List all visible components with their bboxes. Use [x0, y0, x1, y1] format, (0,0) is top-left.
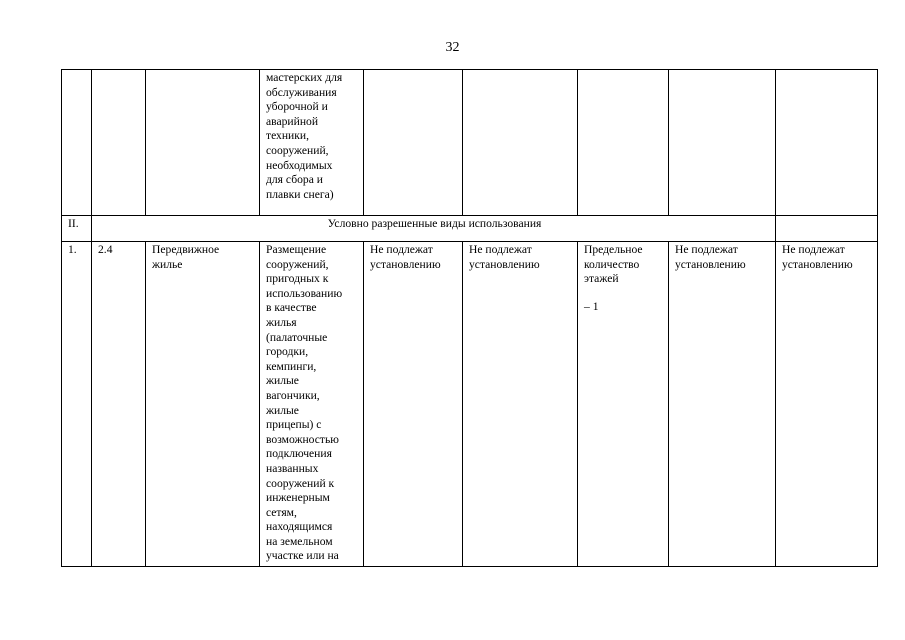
cell-empty [364, 70, 463, 216]
item-col9 [776, 242, 878, 567]
description-line: сетям, [266, 505, 297, 519]
description-line: названных [266, 461, 319, 475]
col7-line: этажей [584, 272, 619, 286]
col7-line: Предельное [584, 243, 643, 256]
col8-line: установлению [675, 257, 746, 271]
description-line: техники, [266, 129, 310, 143]
cell-description [260, 70, 364, 216]
description-line: жилые [266, 403, 299, 417]
description-line: аварийной [266, 114, 319, 128]
description-line: на земельном [266, 534, 333, 548]
item-name [146, 242, 260, 567]
section-row [62, 216, 878, 242]
description-line: городки, [266, 345, 309, 359]
description-line: уборочной и [266, 100, 328, 114]
cell-empty [669, 70, 776, 216]
item-description [260, 242, 364, 567]
cell-empty [463, 70, 578, 216]
cell-empty [776, 70, 878, 216]
col9-line: Не подлежат [782, 243, 845, 256]
description-line: в качестве [266, 301, 317, 315]
description-line: для сбора и [266, 173, 323, 187]
table-row-item [62, 242, 878, 567]
description-line: жилые [266, 374, 299, 388]
col8-line: Не подлежат [675, 243, 738, 256]
description-line: пригодных к [266, 272, 329, 286]
section-title: Условно разрешенные виды использования [92, 216, 776, 242]
col5-line: Не подлежат [370, 243, 433, 256]
col6-line: установлению [469, 257, 540, 271]
cell-empty [776, 216, 878, 242]
col7-value: – 1 [584, 299, 599, 313]
description-line: инженерным [266, 491, 330, 505]
description-line: необходимых [266, 158, 333, 172]
description-line: сооружений, [266, 257, 329, 271]
description-line: мастерских для [266, 71, 343, 84]
item-col7 [578, 242, 669, 567]
col5-line: установлению [370, 257, 441, 271]
cell-code [92, 70, 146, 216]
description-line: находящимся [266, 520, 333, 534]
description-line: жилья [266, 315, 297, 329]
section-number: II. [62, 216, 92, 242]
item-col5 [364, 242, 463, 567]
cell-empty [578, 70, 669, 216]
description-line: (палаточные [266, 330, 328, 344]
table-row-continued [62, 70, 878, 216]
item-col8 [669, 242, 776, 567]
cell-name [146, 70, 260, 216]
description-line: сооружений к [266, 476, 335, 490]
description-line: участке или на [266, 549, 339, 563]
description-line: прицепы) с [266, 418, 322, 432]
description-line: обслуживания [266, 85, 337, 99]
description-line: кемпинги, [266, 359, 317, 373]
col7-line: количество [584, 257, 640, 271]
description-line: плавки снега) [266, 187, 334, 201]
description-line: вагончики, [266, 388, 320, 402]
item-col6 [463, 242, 578, 567]
name-line: Передвижное [152, 243, 220, 256]
description-line: использованию [266, 286, 343, 300]
description-line: сооружений, [266, 143, 329, 157]
col9-line: установлению [782, 257, 853, 271]
name-line: жилье [152, 257, 183, 271]
description-line: возможностью [266, 432, 339, 446]
item-number: 1. [62, 242, 92, 567]
cell-number [62, 70, 92, 216]
description-line: подключения [266, 447, 332, 461]
item-code: 2.4 [92, 242, 146, 567]
regulations-table [61, 69, 878, 567]
description-line: Размещение [266, 243, 327, 256]
page-number: 32 [445, 40, 460, 55]
col6-line: Не подлежат [469, 243, 532, 256]
